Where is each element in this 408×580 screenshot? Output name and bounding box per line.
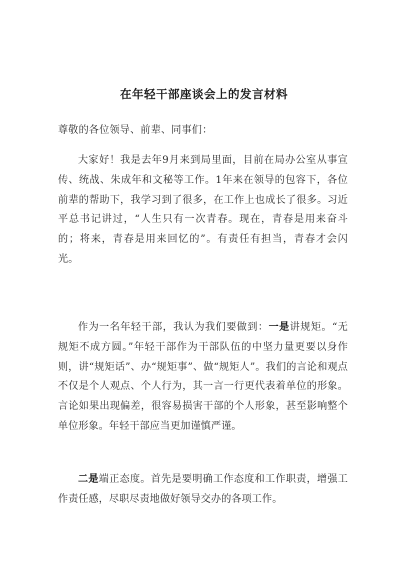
paragraph-2 bbox=[58, 318, 348, 437]
paragraph-3-lead: 二是 bbox=[78, 474, 99, 485]
salutation: 尊敬的各位领导、前辈、同事们： bbox=[58, 125, 213, 136]
paragraph-1-text: 大家好！我是去年9月来到局里面，目前在局办公室从事宣传、统战、朱成年和文秘等工作。1年来在领导的包容下，各位前辈的帮助下，我学习到了很多，在工作上也成长了很多。习近平总书记讲过，“人生只有一次青春。现在，青春是用来奋斗的；将来，青春是用来回忆的”。有责任有担当，青春才会闪光。 bbox=[58, 155, 348, 265]
paragraph-2-lead-prefix: 作为一名年轻干部，我认为我们要做到： bbox=[78, 322, 269, 333]
paragraph-3-text: 端正态度。首先是要明确工作态度和工作职责，增强工作责任感，尽职尽责地做好领导交办的各项工作。 bbox=[58, 474, 348, 505]
document-title: 在年轻干部座谈会上的发言材料 bbox=[120, 87, 288, 101]
paragraph-2-lead: 一是 bbox=[268, 322, 290, 333]
paragraph-1 bbox=[58, 151, 348, 270]
paragraph-2-text: 讲规矩。“无规矩不成方圆。”年轻干部作为干部队伍的中坚力量更要以身作则，讲“规矩话”、办“规矩事”、做“规矩人”。我们的言论和观点不仅是个人观点、个人行为，其一言一行更代表着单位的形象。言论如果出现偏差，很容易损害干部的个人形象，甚至影响整个单位形象。年轻干部应当更加谨慎严谨。 bbox=[58, 322, 349, 432]
paragraph-3 bbox=[58, 470, 348, 510]
